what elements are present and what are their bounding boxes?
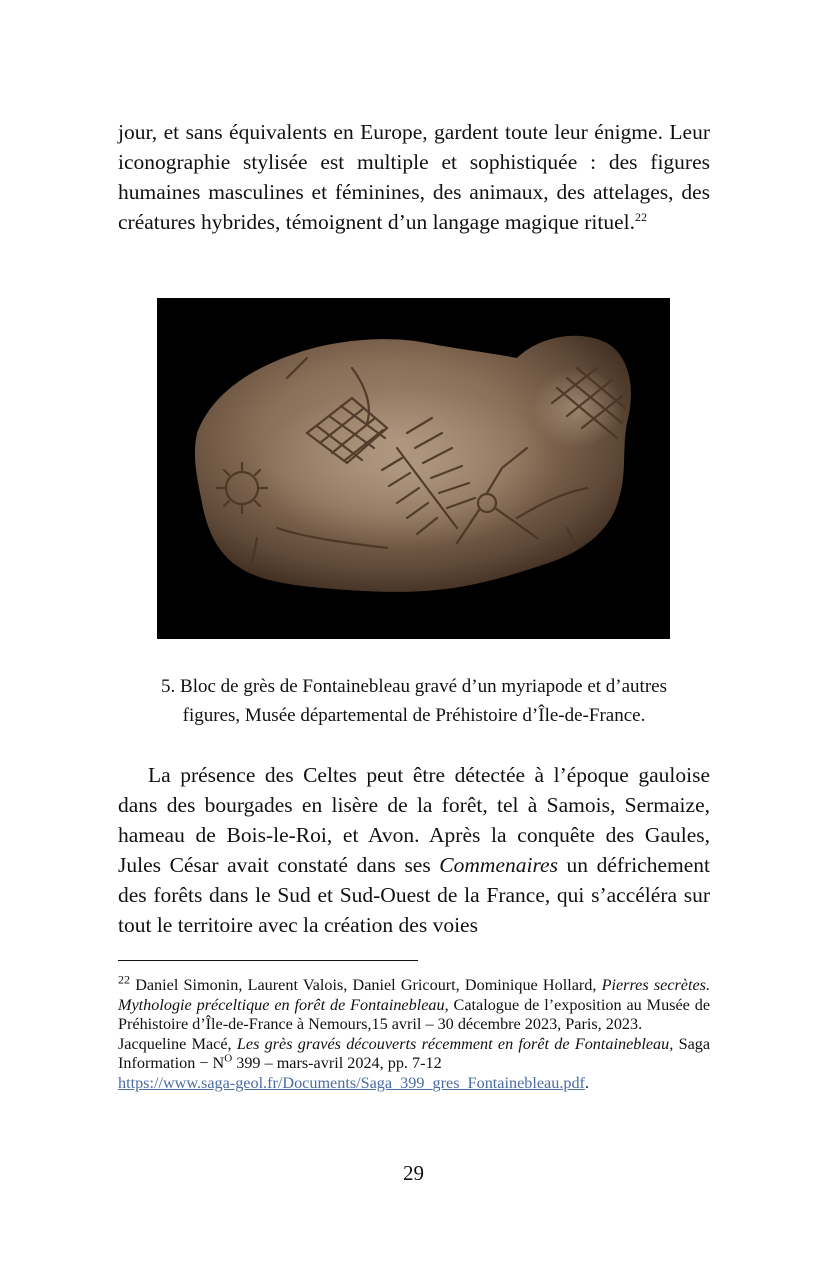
caption-line-1: 5. Bloc de grès de Fontainebleau gravé d’un myriapode et d’autres xyxy=(161,676,667,697)
footnote-2-author: Jacqueline Macé, xyxy=(118,1034,232,1053)
footnote-1-authors: Daniel Simonin, Laurent Valois, Daniel Gricourt, Dominique Hollard, xyxy=(135,976,597,994)
footnote-separator-rule xyxy=(118,960,418,961)
paragraph-2-text-start: La présence des Celtes peut être détectée à l’époque gauloise dans des bourgades en lisère de la forêt, tel à Samois, Sermaize, hameau de Bois-le-Roi, et Avon. Après la conquête des Gaules, Jules César avait constaté dans ses xyxy=(118,763,710,877)
footnote-2-superscript: O xyxy=(224,1052,233,1065)
paragraph-1-text: jour, et sans équivalents en Europe, gardent toute leur énigme. Leur iconographie stylisée est multiple et sophistiquée : des figures humaines masculines et féminines, des animaux, des attelages, des créatures hybrides, témoignent d’un langage magique rituel. xyxy=(118,120,710,234)
body-paragraph-2 xyxy=(118,760,710,940)
caption-line-2: figures, Musée départemental de Préhistoire d’Île-de-France. xyxy=(182,705,646,726)
figure-caption xyxy=(118,672,710,730)
footnote-1-details: Catalogue de l’exposition au Musée de Préhistoire d’Île-de-France à Nemours,15 avril – 30 décembre 2023, Paris, 2023. xyxy=(118,995,711,1033)
footnote-22 xyxy=(118,972,711,1035)
engraved-rock-image xyxy=(157,298,670,639)
footnote-number: 22 xyxy=(118,972,130,987)
footnote-22-second-reference xyxy=(118,1035,710,1094)
footnote-2-title: Les grès gravés découverts récemment en forêt de Fontainebleau, xyxy=(236,1034,674,1053)
figure-engraved-sandstone-photo xyxy=(157,298,670,639)
paragraph-2-text-end: un défrichement des forêts dans le Sud et Sud-Ouest de la France, qui s’accéléra sur tout le territoire avec la création des voies xyxy=(118,853,710,937)
footnote-2-publication: Saga Information − N xyxy=(118,1034,711,1072)
footnote-1-title: Pierres secrètes. Mythologie préceltique en forêt de Fontainebleau, xyxy=(118,976,711,1014)
footnote-2-issue: 399 – mars-avril 2024, pp. 7-12 xyxy=(232,1054,442,1072)
italic-work-title: Commenaires xyxy=(439,853,558,877)
footnotes-section xyxy=(118,972,711,1093)
footnote-2-link[interactable]: https://www.saga-geol.fr/Documents/Saga_399_gres_Fontainebleau.pdf xyxy=(118,1073,585,1092)
body-paragraph-1 xyxy=(118,117,710,237)
footnote-2-end-period: . xyxy=(584,1073,589,1092)
page-number: 29 xyxy=(403,1161,424,1185)
footnote-reference[interactable]: 22 xyxy=(635,209,648,224)
